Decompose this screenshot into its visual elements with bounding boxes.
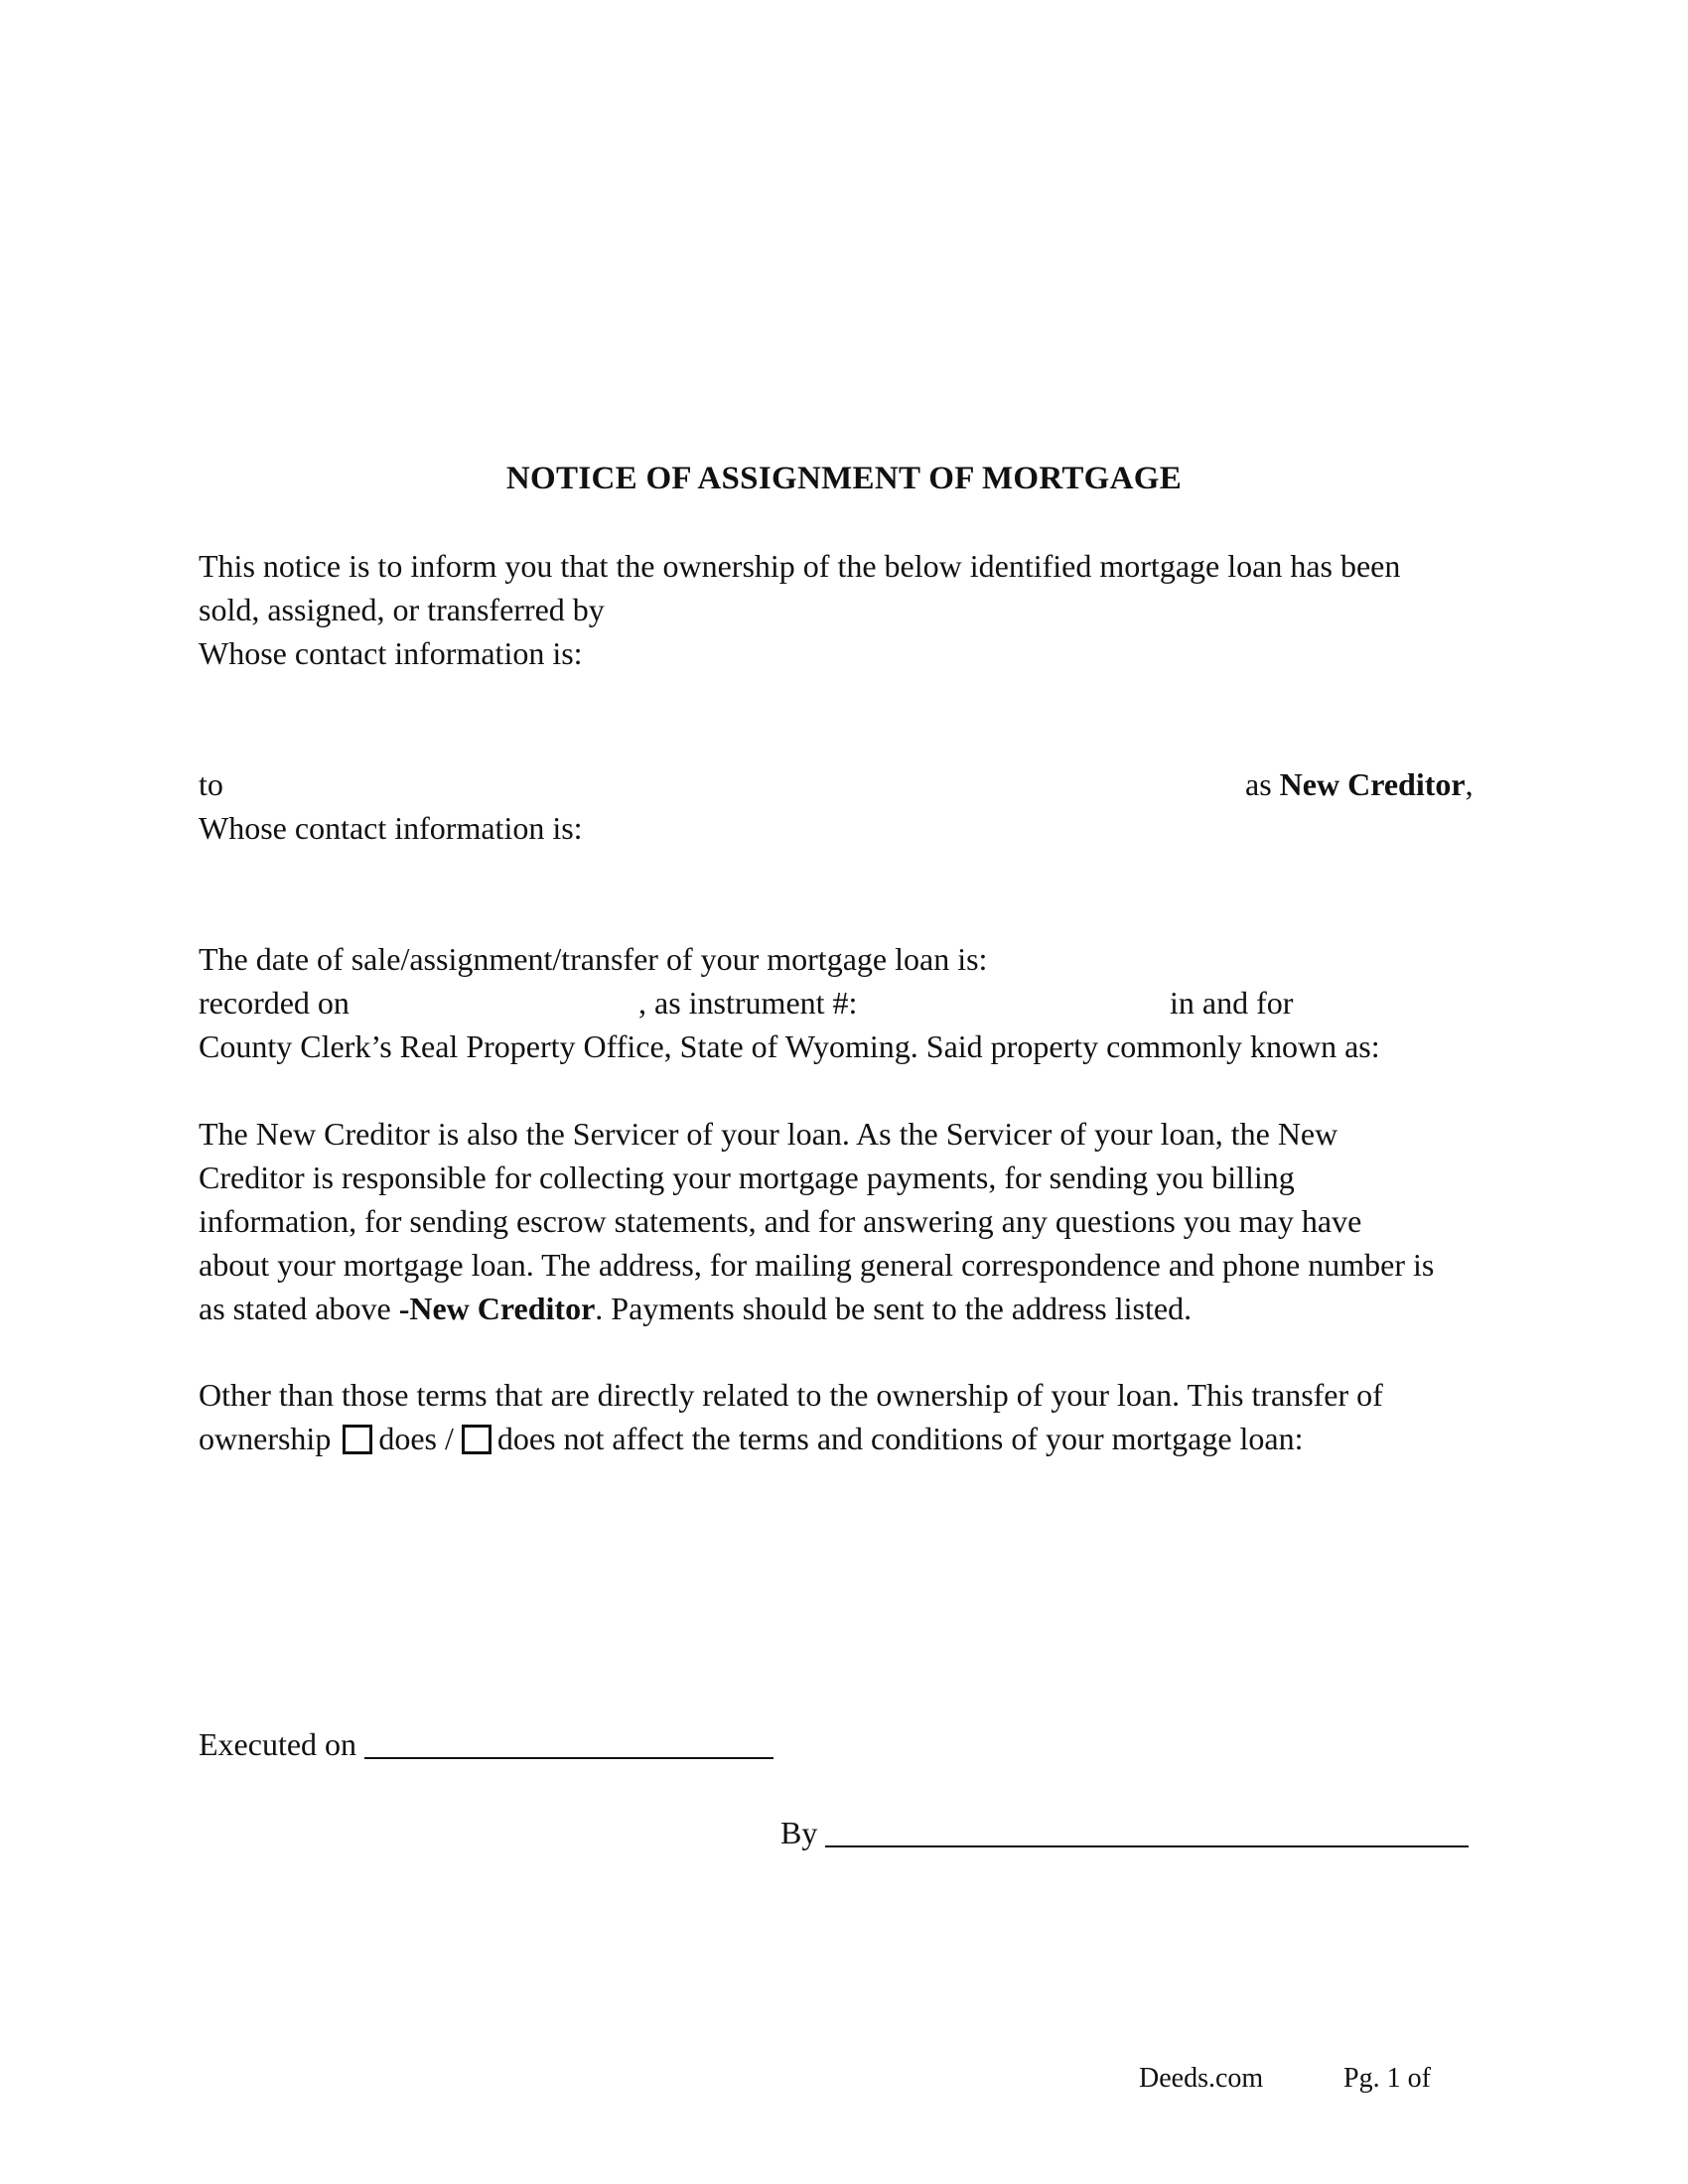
servicer-line-5-suffix: . Payments should be sent to the address listed.: [595, 1291, 1193, 1326]
by-row: [780, 1811, 1469, 1854]
servicer-line-3: information, for sending escrow statements, and for answering any questions you may have: [199, 1203, 1362, 1239]
instrument-label: , as instrument #:: [638, 985, 858, 1021]
to-label: to: [199, 766, 223, 802]
new-creditor-bold: New Creditor: [1279, 766, 1466, 802]
servicer-paragraph: [199, 1112, 1499, 1330]
as-prefix: as: [1245, 766, 1280, 802]
recorded-on-label: recorded on: [199, 985, 350, 1021]
footer-page: Pg. 1 of: [1343, 2063, 1431, 2094]
document-title: NOTICE OF ASSIGNMENT OF MORTGAGE: [505, 461, 1183, 496]
executed-on-field[interactable]: [364, 1723, 774, 1759]
servicer-line-2: Creditor is responsible for collecting your mortgage payments, for sending you billing: [199, 1160, 1295, 1195]
ownership-label: ownership: [199, 1421, 332, 1456]
does-label: does /: [378, 1421, 454, 1456]
in-and-for-label: in and for: [1170, 985, 1294, 1021]
terms-paragraph: [199, 1373, 1499, 1460]
servicer-line-4: about your mortgage loan. The address, for mailing general correspondence and phone number is: [199, 1247, 1435, 1283]
intro-line-1: This notice is to inform you that the ownership of the below identified mortgage loan has been: [199, 548, 1401, 584]
transfer-date-line: The date of sale/assignment/transfer of your mortgage loan is:: [199, 941, 988, 977]
footer-site: Deeds.com: [1139, 2063, 1264, 2094]
executed-on-row: [199, 1722, 774, 1766]
new-creditor-contact-label: Whose contact information is:: [199, 810, 583, 846]
does-checkbox[interactable]: [343, 1425, 372, 1454]
does-not-checkbox[interactable]: [462, 1425, 492, 1454]
by-label: By: [780, 1815, 818, 1850]
county-clerk-line: County Clerk’s Real Property Office, State of Wyoming. Said property commonly known as:: [199, 1028, 1380, 1064]
servicer-line-1: The New Creditor is also the Servicer of your loan. As the Servicer of your loan, the New: [199, 1116, 1338, 1152]
intro-line-3: Whose contact information is:: [199, 635, 583, 671]
servicer-line-5-prefix: as stated above: [199, 1291, 399, 1326]
terms-line-1: Other than those terms that are directly related to the ownership of your loan. This transfer of: [199, 1377, 1383, 1413]
servicer-line-5-bold: -New Creditor: [398, 1291, 596, 1326]
intro-line-2: sold, assigned, or transferred by: [199, 592, 605, 627]
intro-paragraph: [199, 544, 1499, 675]
signature-field[interactable]: [825, 1812, 1469, 1847]
new-creditor-label: [1245, 762, 1474, 806]
terms-line-2: [199, 1417, 1499, 1460]
servicer-line-5: [199, 1287, 1499, 1330]
comma: ,: [1465, 766, 1474, 802]
does-not-label: does not affect the terms and conditions of your mortgage loan:: [496, 1421, 1304, 1456]
executed-on-label: Executed on: [199, 1726, 357, 1762]
